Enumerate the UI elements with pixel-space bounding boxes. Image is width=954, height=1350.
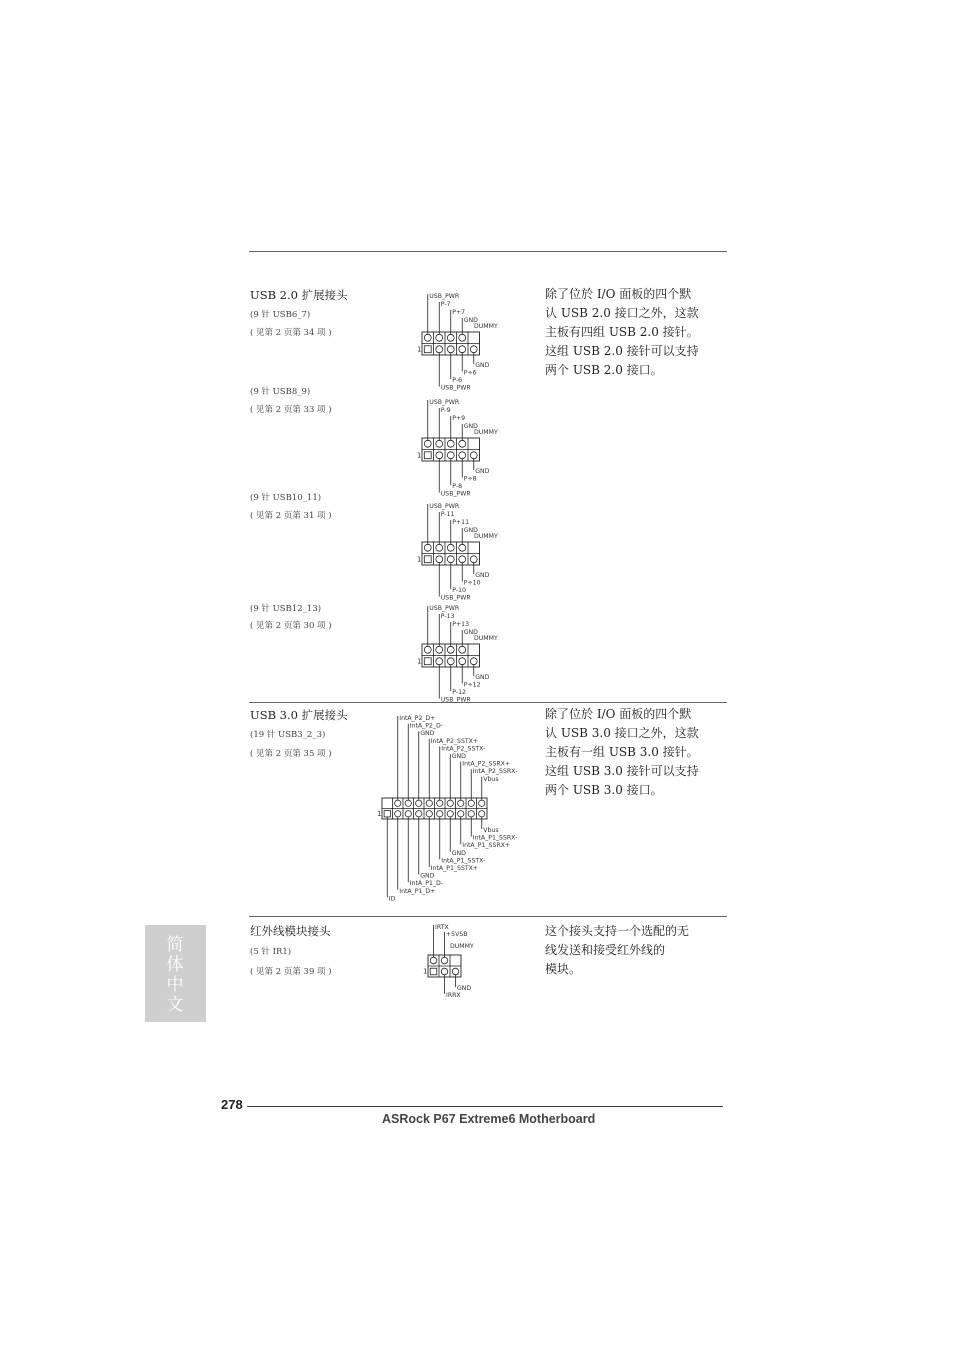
usb3-desc-line: 认 USB 3.0 接口之外，这款 [545,726,699,740]
usb2-h4-top-pin-label: USB_PWR [429,605,460,612]
ir-pin1-marker: 1 [423,967,428,976]
usb2-h1-pin1-marker: 1 [417,345,422,354]
usb2-h2-bottom-pin-label: GND [475,468,490,475]
usb3-bottom-pin-label: IntA_P1_D+ [399,887,436,895]
ir-bottom-pin-label: GND [457,985,472,992]
usb2-h4-bottom-pin-label: P+12 [463,681,481,689]
usb2-h4-bottom-pin-label: GND [475,674,490,681]
usb2-h2-top-pin-label: P-9 [440,407,451,414]
usb3-top-pin-label: Vbus [483,775,499,783]
usb3-bottom-pin-label: IntA_P1_SSRX- [472,834,518,842]
usb3-top-pin-label: IntA_P2_D+ [399,715,436,722]
usb2-h4-top-pin-label: P+13 [452,621,470,628]
usb2-h2-bottom-pin-label: USB_PWR [440,490,471,498]
usb2-header-1-spec: (9 针 USB6_7) [250,310,311,320]
usb2-h1-bottom-pin-label: USB_PWR [440,384,471,392]
usb2-h3-bottom-pin-label: GND [475,572,490,579]
ir-title: 红外线模块接头 [250,924,331,938]
usb2-h3-top-pin-label: P+11 [452,519,470,526]
usb2-h2-top-pin-label: GND [463,423,478,430]
usb3-spec: (19 针 USB3_2_3) [250,730,326,740]
usb2-header-4-spec: (9 针 USB12_13) [250,604,322,614]
footer-text: ASRock P67 Extreme6 Motherboard [382,1112,596,1126]
usb2-h4-top-pin-label: P-13 [440,613,455,620]
usb2-desc-line: 这组 USB 2.0 接针可以支持 [545,344,699,358]
usb2-desc-line: 除了位於 I/O 面板的四个默 [545,287,692,301]
usb2-header-2-spec: (9 针 USB8_9) [250,387,311,397]
language-side-tab [145,925,206,1022]
ir-desc-line: 这个接头支持一个选配的无 [545,924,690,938]
usb2-desc-line: 两个 USB 2.0 接口。 [545,363,663,377]
usb3-title: USB 3.0 扩展接头 [250,708,348,722]
usb2-desc-line: 主板有四组 USB 2.0 接针。 [545,325,699,339]
usb2-h1-dummy-label: DUMMY [474,323,498,330]
usb3-desc-line: 两个 USB 3.0 接口。 [545,783,663,797]
language-side-tab-label: 简体中文 [166,935,184,1015]
usb2-h3-top-pin-label: USB_PWR [429,503,460,510]
usb3-bottom-pin-label: ID [388,895,396,903]
ir-bottom-pin-label: IRRX [446,992,461,999]
usb2-header-2-ref: ( 见第 2 页第 33 项 ) [250,405,332,415]
usb2-h2-pin1-marker: 1 [417,451,422,460]
usb3-bottom-pin-label: IntA_P1_D- [409,880,444,888]
usb2-h4-pin1-marker: 1 [417,657,422,666]
usb3-pin1-marker: 1 [377,809,382,818]
ir-top-pin-label: IRTX [435,924,449,931]
usb2-h1-bottom-pin-label: P+6 [463,369,477,377]
usb2-header-3-spec: (9 针 USB10_11) [250,493,322,503]
usb2-h4-bottom-pin-label: P-12 [452,689,466,696]
usb2-h1-top-pin-label: USB_PWR [429,293,460,300]
usb3-desc-line: 这组 USB 3.0 接针可以支持 [545,764,699,778]
usb3-desc-line: 除了位於 I/O 面板的四个默 [545,707,692,721]
usb2-h3-bottom-pin-label: USB_PWR [440,594,471,602]
usb2-h3-top-pin-label: P-11 [440,511,455,518]
usb2-desc-line: 认 USB 2.0 接口之外，这款 [545,306,699,320]
usb2-h3-pin1-marker: 1 [417,555,422,564]
usb2-title: USB 2.0 扩展接头 [250,288,348,302]
usb2-h1-top-pin-label: P-7 [440,301,451,308]
usb3-bottom-pin-label: GND [420,872,435,880]
usb2-header-4-ref: ( 见第 2 页第 30 项 ) [250,621,332,631]
usb3-top-pin-label: IntA_P2_SSRX+ [462,760,511,768]
usb2-header-1-ref: ( 见第 2 页第 34 项 ) [250,328,332,338]
usb3-bottom-pin-label: Vbus [483,827,499,834]
usb2-h3-dummy-label: DUMMY [474,533,498,540]
usb3-top-pin-label: GND [451,753,466,760]
usb2-h4-bottom-pin-label: USB_PWR [440,696,471,704]
usb2-h2-top-pin-label: P+9 [452,415,466,422]
ir-spec: (5 针 IR1) [250,947,292,957]
ir-dummy-label: DUMMY [450,943,474,950]
usb2-h1-bottom-pin-label: GND [475,362,490,369]
usb3-bottom-pin-label: IntA_P1_SSTX- [441,857,486,865]
usb3-bottom-pin-label: GND [451,849,466,857]
page-number: 278 [221,1097,243,1112]
usb3-top-pin-label: IntA_P2_D- [409,722,444,730]
footer-rule [247,1106,723,1107]
usb2-h4-top-pin-label: GND [463,629,478,636]
usb2-h4-dummy-label: DUMMY [474,635,498,642]
ir-desc-line: 模块。 [545,962,582,976]
usb2-header-3-ref: ( 见第 2 页第 31 项 ) [250,511,332,521]
ir-desc-line: 线发送和接受红外线的 [545,943,666,957]
usb2-h1-top-pin-label: P+7 [452,309,466,316]
usb3-top-pin-label: IntA_P2_SSTX- [441,745,486,753]
usb2-h3-top-pin-label: GND [463,527,478,534]
usb2-h3-bottom-pin-label: P-10 [452,587,466,594]
ir-ref: ( 见第 2 页第 39 项 ) [250,967,332,977]
usb3-desc-line: 主板有一组 USB 3.0 接针。 [545,745,699,759]
usb2-h2-bottom-pin-label: P-8 [452,483,463,490]
usb2-h2-bottom-pin-label: P+8 [463,475,477,483]
usb3-top-pin-label: IntA_P2_SSRX- [472,768,518,776]
usb3-top-pin-label: IntA_P2_SSTX+ [430,737,479,745]
usb2-h3-bottom-pin-label: P+10 [463,579,481,587]
usb2-h1-bottom-pin-label: P-6 [452,377,463,384]
usb3-top-pin-label: GND [420,730,435,738]
usb2-h2-dummy-label: DUMMY [474,429,498,436]
usb3-bottom-pin-label: IntA_P1_SSRX+ [462,842,511,850]
usb2-h2-top-pin-label: USB_PWR [429,399,460,406]
ir-top-pin-label: +5VSB [446,931,468,938]
usb3-ref: ( 见第 2 页第 35 项 ) [250,749,332,759]
usb3-bottom-pin-label: IntA_P1_SSTX+ [430,865,479,872]
usb2-h1-top-pin-label: GND [463,317,478,324]
